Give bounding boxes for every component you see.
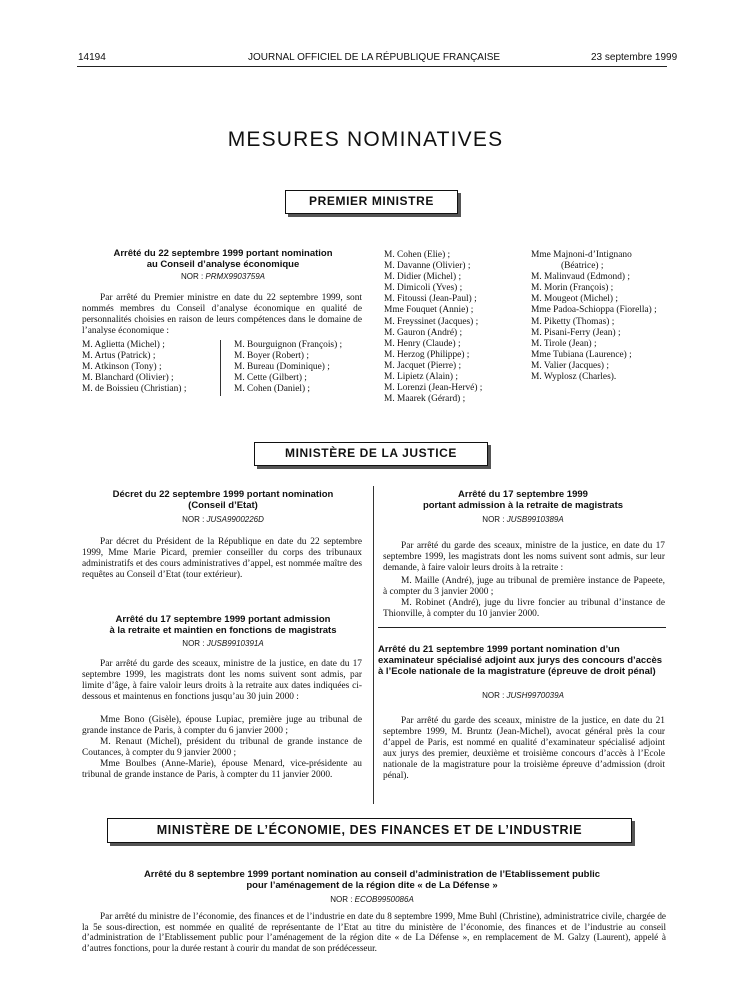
list-item: M. Valier (Jacques) ; xyxy=(531,360,609,371)
list-item: M. Lipietz (Alain) ; xyxy=(384,372,458,383)
arrete-heading: Arrêté du 8 septembre 1999 portant nomination au conseil d’administration de l’Etablissement public pour l’aménagement de la région dite « de La Défense » xyxy=(143,869,601,891)
list-item: M. Freyssinet (Jacques) ; xyxy=(384,316,479,327)
list-item: Mme Tubiana (Laurence) ; xyxy=(531,349,632,360)
list-item: M. Artus (Patrick) ; xyxy=(82,351,156,362)
list-item: M. Piketty (Thomas) ; xyxy=(531,316,615,327)
list-item: M. Henry (Claude) ; xyxy=(384,338,461,349)
nor-code: JUSB9910389A xyxy=(506,515,564,524)
section-title: PREMIER MINISTRE xyxy=(309,194,434,208)
list-item: Mme Majnoni-d’Intignano xyxy=(531,250,632,260)
journal-title: JOURNAL OFFICIEL DE LA RÉPUBLIQUE FRANÇAISE xyxy=(248,52,501,63)
list-item: Mme Bono (Gisèle), épouse Lupiac, première juge au tribunal de grande instance de Paris, à compter du 6 janvier 2000 ; xyxy=(82,715,362,736)
list-item: M. Davanne (Olivier) ; xyxy=(384,261,471,272)
list-item: (Béatrice) ; xyxy=(561,261,604,272)
section-box-economie xyxy=(107,818,632,843)
decret-paragraph: Par décret du Président de la République en date du 22 septembre 1999, Mme Marie Picard, premier conseiller du corps des tribunaux administratifs et des cours administratives d’appel, est nommée maître des requêtes au Conseil d’Etat (tour extérieur). xyxy=(82,537,362,580)
list-item: M. Maarek (Gérard) ; xyxy=(384,394,466,405)
list-item: M. de Boissieu (Christian) ; xyxy=(82,384,187,395)
page-number: 14194 xyxy=(78,52,106,63)
list-item: M. Atkinson (Tony) ; xyxy=(82,362,162,373)
list-item: M. Mougeot (Michel) ; xyxy=(531,294,618,305)
list-item: M. Cohen (Daniel) ; xyxy=(234,384,311,395)
members-list-c xyxy=(384,250,482,405)
magistrates-list xyxy=(82,715,362,781)
decret-heading: Décret du 22 septembre 1999 portant nomination (Conseil d’Etat) xyxy=(112,489,334,511)
nor-label: NOR : xyxy=(182,515,207,524)
retirement-list xyxy=(383,576,665,620)
members-list-b xyxy=(234,340,342,395)
nor-code: JUSA9900226D xyxy=(206,515,264,524)
list-item: M. Bourguignon (François) ; xyxy=(234,340,343,350)
list-item: M. Cette (Gilbert) ; xyxy=(234,373,307,384)
page-title: MESURES NOMINATIVES xyxy=(227,128,504,151)
members-list-d xyxy=(531,250,657,383)
list-item: Mme Padoa-Schioppa (Fiorella) ; xyxy=(531,305,657,316)
nor-reference xyxy=(78,272,368,281)
section-title: MINISTÈRE DE L’ÉCONOMIE, DES FINANCES ET DE L’INDUSTRIE xyxy=(156,823,583,837)
list-item: M. Gauron (André) ; xyxy=(384,327,463,338)
decree-paragraph: Par arrêté du Premier ministre en date du 22 septembre 1999, sont nommés membres du Conseil d’analyse économique en qualité de personnalités choisies en raison de leurs compétences dans le domaine de l’analyse économique : xyxy=(82,293,362,336)
arrete-heading: Arrêté du 17 septembre 1999 portant admission à la retraite et maintien en fonctions de magistrats xyxy=(109,614,337,636)
list-item: M. Tirole (Jean) ; xyxy=(531,338,597,349)
nor-label: NOR : xyxy=(330,895,355,904)
arrete-paragraph: Par arrêté du garde des sceaux, ministre de la justice, en date du 21 septembre 1999, M. Bruntz (Jean-Michel), avocat général près la cour d’appel de Paris, est nommé en qualité d’examinateur spécialisé adjoint aux jurys des premier, deuxième et troisième concours d’accès à l’Ecole nationale de la magistrature pour la troisième épreuve d’admission (droit pénal). xyxy=(383,716,665,781)
list-item: M. Herzog (Philippe) ; xyxy=(384,349,470,360)
section-box-premier-ministre xyxy=(285,190,458,214)
nor-label: NOR : xyxy=(482,691,507,700)
section-box-justice xyxy=(254,442,488,466)
column-divider xyxy=(373,486,374,804)
arrete-paragraph: Par arrêté du garde des sceaux, ministre de la justice, en date du 17 septembre 1999, les magistrats dont les noms suivent sont admis, par limite d’âge, à faire valoir leurs droits à la retraite aux dates indiquées ci-dessous et maintenus en fonctions jusqu’au 30 juin 2000 : xyxy=(82,659,362,702)
list-item: M. Bureau (Dominique) ; xyxy=(234,362,330,373)
arrete-heading: Arrêté du 22 septembre 1999 portant nomination au Conseil d’analyse économique xyxy=(113,248,333,270)
list-item: M. Aglietta (Michel) ; xyxy=(82,340,165,350)
list-item: M. Jacquet (Pierre) ; xyxy=(384,360,462,371)
list-item: M. Blanchard (Olivier) ; xyxy=(82,373,174,384)
list-item: M. Boyer (Robert) ; xyxy=(234,351,309,362)
nor-label: NOR : xyxy=(180,272,206,281)
arrete-paragraph: Par arrêté du ministre de l’économie, des finances et de l’industrie en date du 8 septembre 1999, Mme Buhl (Christine), administratrice civile, chargée de la 5e sous-direction, est nommée en qualité de représentante de l’Etat au titre du ministère de l’économie, des finances et de l’industrie au conseil d’administration de l’Etablissement public pour l’aménagement de la région dite « de La Défense », en remplacement de M. Galzy (Laurent), appelé à d’autres fonctions, pour la durée restant à courir du mandat de son prédécesseur. xyxy=(82,911,666,953)
list-item: M. Morin (François) ; xyxy=(531,283,614,294)
list-item: Mme Fouquet (Annie) ; xyxy=(384,305,474,316)
nor-label: NOR : xyxy=(482,515,507,524)
members-list-a xyxy=(82,340,186,395)
column-divider xyxy=(220,340,221,396)
nor-code: ECOB9950086A xyxy=(354,895,414,904)
list-item: M. Cohen (Elie) ; xyxy=(384,250,451,260)
nor-reference xyxy=(378,515,668,524)
nor-reference xyxy=(78,515,368,524)
nor-code: PRMX9903759A xyxy=(205,272,266,281)
list-item: M. Robinet (André), juge du livre foncier au tribunal d’instance de Thionville, à compter du 10 janvier 2000. xyxy=(383,598,665,619)
nor-reference xyxy=(78,895,666,904)
nor-label: NOR : xyxy=(182,639,207,648)
nor-reference xyxy=(378,691,668,700)
list-item: M. Maille (André), juge au tribunal de première instance de Papeete, à compter du 3 janvier 2000 ; xyxy=(383,576,665,597)
nor-reference xyxy=(78,639,368,648)
section-rule xyxy=(378,627,666,628)
nor-code: JUSB9910391A xyxy=(206,639,264,648)
list-item: Mme Boulbes (Anne-Marie), épouse Menard, vice-présidente au tribunal de grande instance de Paris, à compter du 11 janvier 2000. xyxy=(82,759,362,780)
list-item: M. Renaut (Michel), président du tribunal de grande instance de Coutances, à compter du 9 janvier 2000 ; xyxy=(82,737,362,758)
list-item: M. Pisani-Ferry (Jean) ; xyxy=(531,327,621,338)
list-item: M. Lorenzi (Jean-Hervé) ; xyxy=(384,383,483,394)
list-item: M. Wyplosz (Charles). xyxy=(531,372,617,383)
list-item: M. Fitoussi (Jean-Paul) ; xyxy=(384,294,477,305)
arrete-paragraph: Par arrêté du garde des sceaux, ministre de la justice, en date du 17 septembre 1999, les magistrats dont les noms suivent sont admis, sur leur demande, à faire valoir leurs droits à la retraite : xyxy=(383,541,665,573)
issue-date: 23 septembre 1999 xyxy=(591,52,678,63)
list-item: M. Dimicoli (Yves) ; xyxy=(384,283,463,294)
header-rule xyxy=(77,66,667,67)
arrete-heading: Arrêté du 21 septembre 1999 portant nomination d’un examinateur spécialisé adjoint aux jurys des concours d’accès à l’Ecole nationale de la magistrature (épreuve de droit pénal) xyxy=(378,644,663,677)
list-item: M. Didier (Michel) ; xyxy=(384,272,462,283)
arrete-heading: Arrêté du 17 septembre 1999 portant admission à la retraite de magistrats xyxy=(422,489,624,511)
nor-code: JUSH9970039A xyxy=(506,691,564,700)
list-item: M. Malinvaud (Edmond) ; xyxy=(531,272,630,283)
section-title: MINISTÈRE DE LA JUSTICE xyxy=(284,446,458,460)
